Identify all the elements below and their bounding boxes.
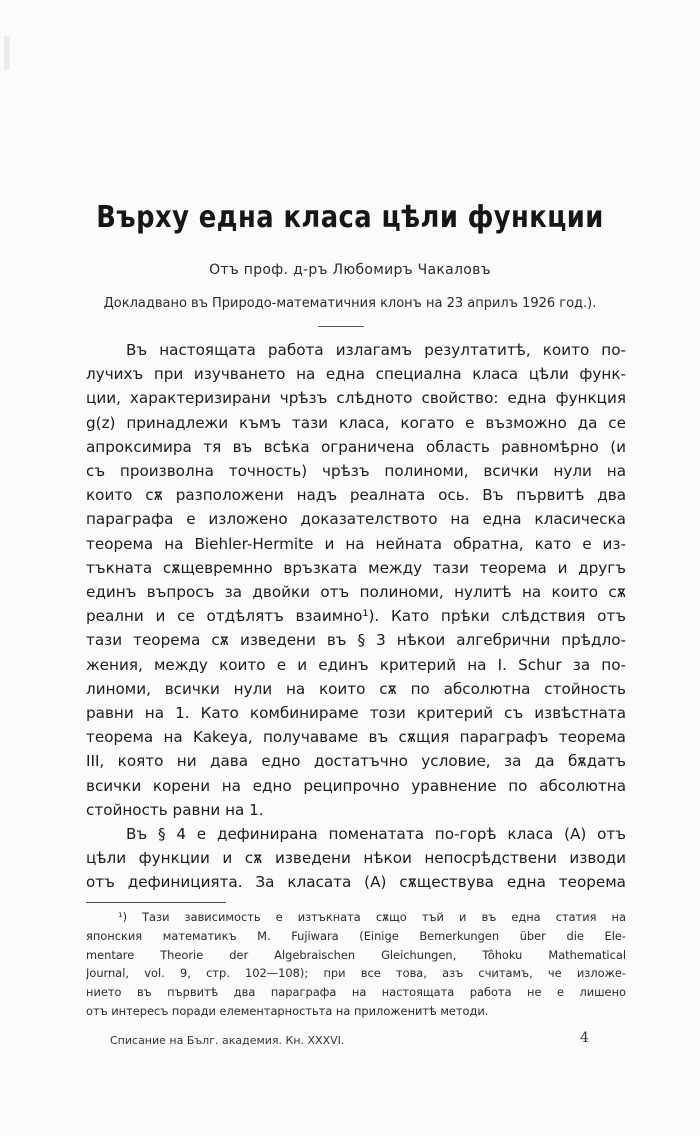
body-line: теорема на Kakeya, получаваме въ сѫщия параграфъ теорема bbox=[86, 728, 626, 747]
footnote-divider bbox=[86, 902, 226, 903]
presentation-note: Докладвано въ Природо-математичния клонъ на 23 априлъ 1926 год.). bbox=[103, 296, 597, 311]
footnote-line: Journal, vol. 9, стр. 102—108); при все това, азъ считамъ, че изложе- bbox=[86, 966, 626, 981]
body-line: цѣли функции и сѫ изведени нѣкои непосрѣдствени изводи bbox=[86, 849, 626, 868]
footnote-line: отъ интересъ поради елементарностьта на приложенитѣ методи. bbox=[86, 1003, 489, 1018]
body-line: реални и се отдѣлятъ взаимно¹). Като прѣки слѣдствия отъ bbox=[86, 607, 626, 626]
body-line: единъ въпросъ за двойки отъ полиноми, нулитѣ на които сѫ bbox=[86, 583, 626, 602]
title-divider bbox=[318, 326, 364, 327]
body-line: съ произволна точность) чрѣзъ полиноми, всички нули на bbox=[86, 462, 626, 481]
footnote-line: ¹) Тази зависимость е изтъкната сѫщо тъй и въ една статия на bbox=[118, 910, 626, 924]
body-line: параграфа е изложено доказателството на една класическа bbox=[86, 510, 626, 529]
body-line: лучихъ при изучването на една специална класа цѣли функ- bbox=[86, 365, 626, 384]
author-line: Отъ проф. д-ръ Любомиръ Чакаловъ bbox=[209, 262, 491, 278]
footnote-line: японския математикъ M. Fujiwara (Einige Bemerkungen über die Ele- bbox=[86, 928, 626, 943]
body-line: равни на 1. Като комбинираме този критерий съ извѣстната bbox=[86, 704, 626, 723]
footnote bbox=[86, 908, 626, 1021]
body-line: всички корени на едно реципрочно уравнение по абсолютна bbox=[86, 776, 626, 795]
body-line: линоми, всички нули на които сѫ по абсолютна стойность bbox=[86, 679, 626, 698]
footnote-line: mentare Theorie der Algebraischen Gleichungen, Tôhoku Mathematical bbox=[86, 947, 626, 962]
body-line: Въ § 4 е дефинирана поменатата по-горѣ класа (A) отъ bbox=[126, 825, 626, 844]
body-line: ции, характеризирани чрѣзъ слѣдното свойство: една функция bbox=[86, 389, 626, 408]
body-line: жения, между които е и единъ критерий на I. Schur за по- bbox=[86, 655, 626, 674]
journal-signature: Списание на Бълг. академия. Кн. XXXVI. bbox=[110, 1034, 345, 1047]
body-line: тази теорема сѫ изведени въ § 3 нѣкои алгебрични прѣдло- bbox=[86, 631, 626, 650]
body-line: Въ настоящата работа излагамъ резултатитѣ, които по- bbox=[126, 341, 626, 359]
body-line: отъ дефиницията. За класата (A) сѫществува една теорема bbox=[86, 873, 626, 892]
body-line: апроксимира тя въ всѣка ограничена область равномѣрно (и bbox=[86, 437, 626, 456]
scan-edge-mark bbox=[4, 36, 10, 70]
body-line: тъкната сѫщевремнно връзката между тази теорема и другъ bbox=[86, 558, 626, 577]
body-line: g(z) принадлежи къмъ тази класа, когато е възможно да се bbox=[86, 413, 626, 432]
page-title: Върху една класа цѣли функции bbox=[96, 200, 604, 235]
body-line: теорема на Biehler-Hermite и на нейната обратна, като е из- bbox=[86, 534, 626, 553]
footnote-line: нието въ първитѣ два параграфа на настоящата работа не е лишено bbox=[86, 985, 626, 1000]
body-line: стойность равни на 1. bbox=[86, 800, 264, 819]
article-body bbox=[86, 338, 626, 895]
body-line: III, която ни дава едно достатъчно условие, за да бѫдатъ bbox=[86, 752, 626, 771]
body-line: които сѫ разположени надъ реалната ось. Въ първитѣ два bbox=[86, 486, 626, 505]
page-number: 4 bbox=[580, 1030, 589, 1046]
